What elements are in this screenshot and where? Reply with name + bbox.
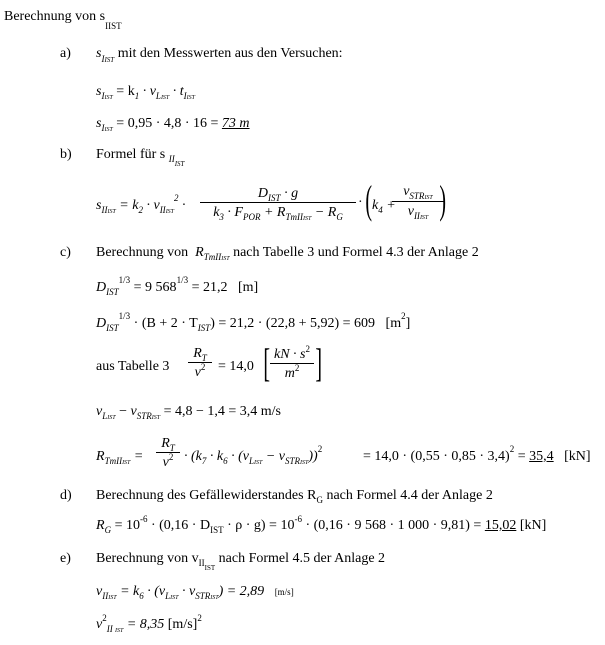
section-b-heading: Formel für s $_{IIIST}$ — [96, 147, 185, 168]
section-c-eq2: $D_{IST}^{1/3} \cdot (B + 2 \cdot T_{IST}) = 21,2 \cdot (22,8 + 5,92) = 609$ $[m^2]$ — [96, 311, 411, 333]
section-c-label: c) — [60, 245, 71, 260]
section-c-eq1: $D_{IST}^{1/3} = 9$ $568^{1/3} = 21,2$ [m] — [96, 275, 259, 297]
page-title: Berechnung von $s_{IIST}$ — [4, 9, 122, 31]
section-c-heading: Berechnung von $R_{TmIIIST}$ nach Tabelle 3 und Formel 4.3 der Anlage 2 — [96, 245, 479, 262]
section-a-result: 73 m — [221, 116, 250, 131]
section-c-rtm-fraction: $R_T$ $v^2$ — [156, 436, 180, 471]
section-c-rtm-values: = $14,0 \cdot (0,55 \cdot 0,85 \cdot 3,4)^2 = 35,4$ [kN] — [363, 444, 591, 464]
section-c-rtm-formula: · $(k_7 \cdot k_6 \cdot (v_{LIST} - v_{STRIST}))^2$ — [184, 444, 323, 466]
section-b-label: b) — [60, 147, 72, 162]
section-c-velocity: $v_{LIST} - v_{STRIST} = 4,8 - 1,4 = 3,4$ m/s — [96, 404, 281, 421]
section-a-heading: $s_{IIST}$ mit den Messwerten aus den Versuchen: — [96, 46, 343, 64]
section-b-fraction: $D_{IST} \cdot g$ $k_3 \cdot F_{POR} + R_{TmIIIST} - R_G$ — [200, 186, 356, 221]
section-e-eq1: $v_{IIIST} = k_6 \cdot (v_{LIST} \cdot v_{STRIST}) = 2,89$ [m/s] — [96, 584, 294, 601]
section-d-formula: $R_G = 10^{-6} \cdot (0,16 \cdot D_{IST} \cdot \rho \cdot g) = 10^{-6} \cdot (0,16 \cdot 9$ 568 · 1 000 · 9,81) = 15,02 [kN] — [96, 514, 547, 535]
section-c-table-value: = 14,0 — [218, 359, 254, 374]
section-c-unit-fraction: kN · $s^2$ $m^2$ — [270, 347, 314, 382]
section-a-values: $s_{IIST} = 0,95 \cdot 4,8 \cdot 16 = 73$ m — [96, 116, 250, 133]
section-a-formula: $s_{IIST} = k_1 \cdot v_{LIST} \cdot t_{IIST}$ — [96, 84, 196, 101]
section-d-label: d) — [60, 488, 72, 503]
section-e-heading: Berechnung von $v_{IIIST}$ nach Formel 4.5 der Anlage 2 — [96, 551, 386, 572]
section-c-table-label: aus Tabelle 3 — [96, 359, 170, 374]
section-b-formula-lhs: $s_{IIIST} = k_2 \cdot v_{IIIST}^2$ · — [96, 193, 186, 215]
section-b-fraction-inner: $v_{STRIST}$ $v_{IIIST}$ — [392, 184, 444, 220]
section-c-rtm-lhs: $R_{TmIIIST}$ = — [96, 449, 144, 466]
section-a-label: a) — [60, 46, 71, 61]
section-e-eq2: $v^2_{II IST} = 8,35$ $[m/s]^2$ — [96, 613, 202, 634]
section-d-heading: Berechnung des Gefällewiderstandes $R_G$ nach Formel 4.4 der Anlage 2 — [96, 488, 493, 505]
section-c-rtm-result: 35,4 — [529, 449, 554, 464]
section-e-label: e) — [60, 551, 71, 566]
section-c-rt-fraction: $R_T$ $v^2$ — [188, 346, 212, 381]
section-d-result: 15,02 — [484, 518, 517, 533]
